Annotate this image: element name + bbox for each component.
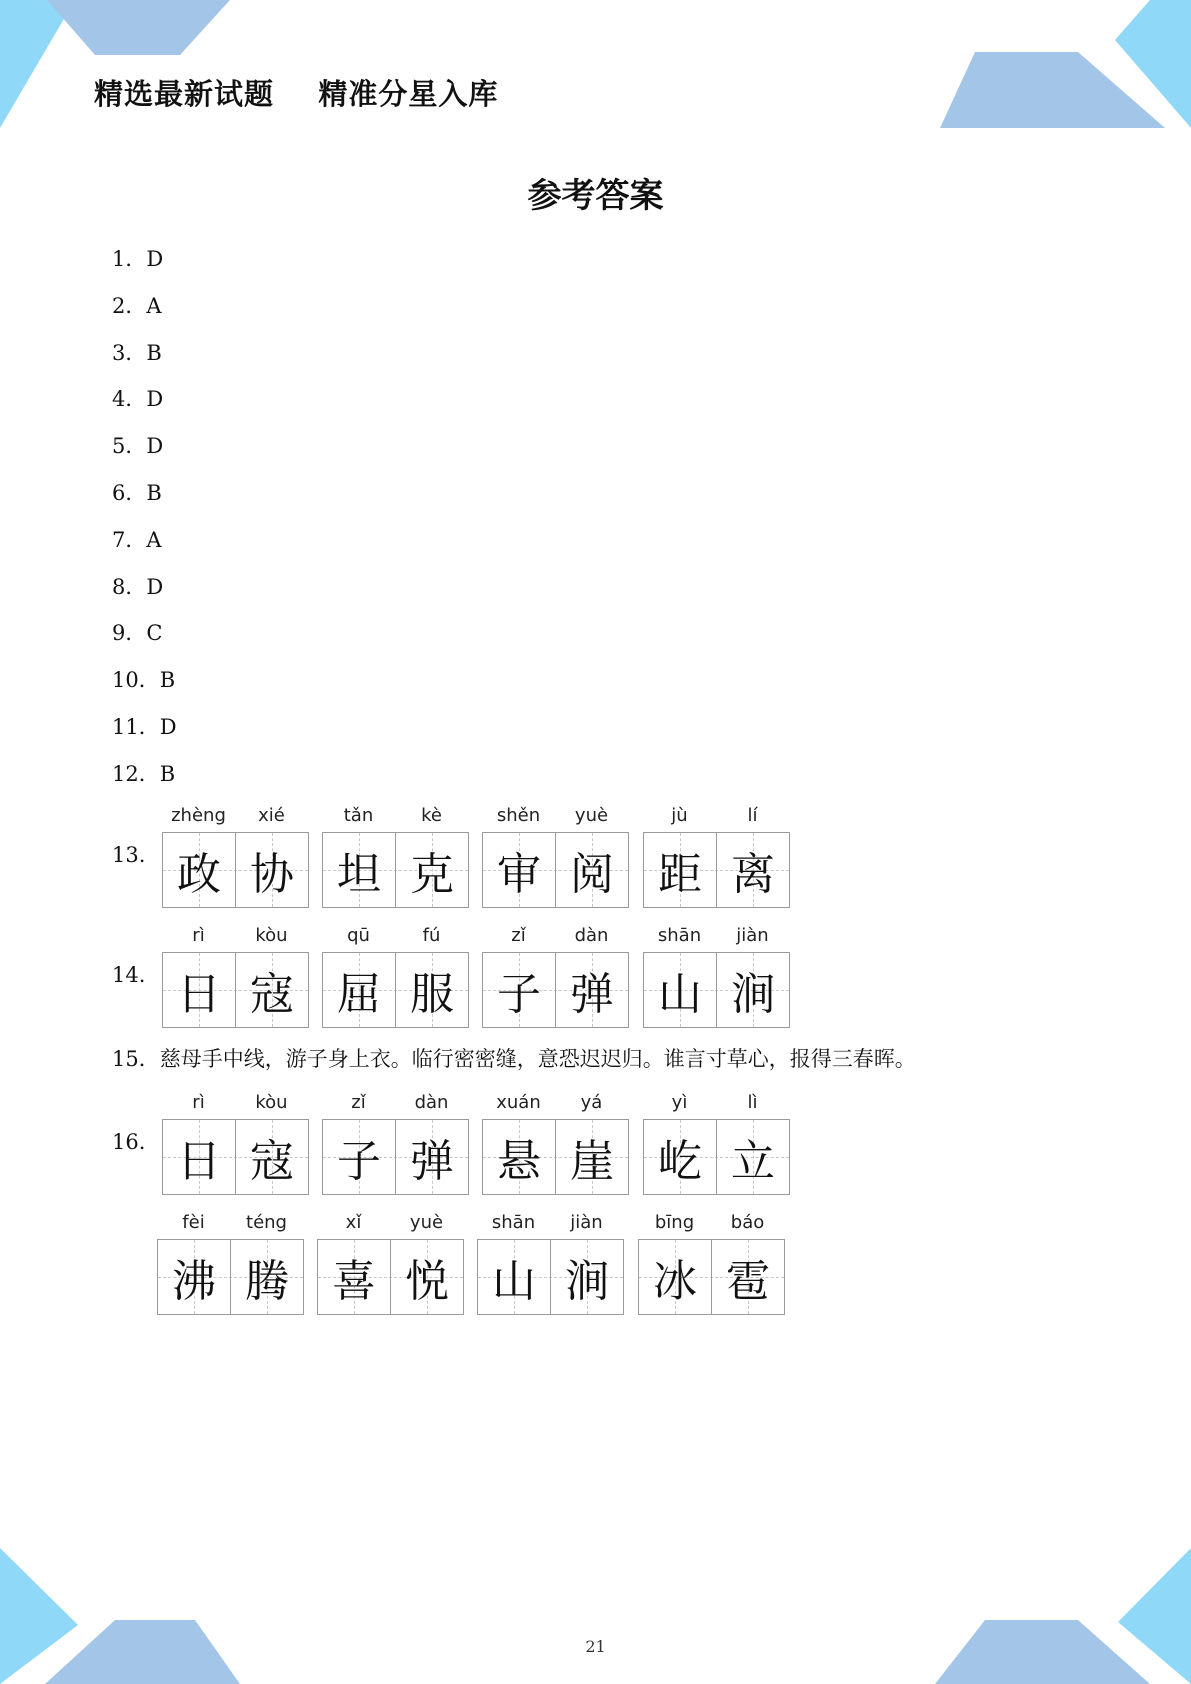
character-cell: 沸 bbox=[172, 1256, 216, 1307]
character-cell: 子 bbox=[497, 969, 541, 1020]
pinyin-word bbox=[322, 805, 469, 900]
pinyin-label: kè bbox=[421, 805, 442, 826]
answer-item bbox=[112, 617, 162, 647]
character-cell: 子 bbox=[337, 1136, 381, 1187]
character-cell: 山 bbox=[658, 969, 702, 1020]
character-cell: 屈 bbox=[337, 969, 381, 1020]
page-title: 参考答案 bbox=[527, 176, 664, 216]
answer-choice: D bbox=[146, 575, 164, 599]
pinyin-label: zǐ bbox=[511, 925, 526, 946]
pinyin-label: dàn bbox=[414, 1092, 449, 1113]
pinyin-label: kòu bbox=[255, 1092, 288, 1113]
answer-item bbox=[112, 290, 162, 320]
character-cell: 喜 bbox=[332, 1256, 376, 1307]
question-number: 16. bbox=[112, 1130, 146, 1154]
character-cell: 服 bbox=[410, 969, 454, 1020]
tianzige-grid bbox=[643, 832, 790, 908]
header-slogan: 精选最新试题 精准分星入库 bbox=[94, 77, 499, 111]
pinyin-label: rì bbox=[192, 925, 205, 946]
tianzige-grid bbox=[643, 1119, 790, 1195]
character-cell: 崖 bbox=[570, 1136, 614, 1187]
pinyin-word bbox=[162, 805, 309, 900]
character-cell: 距 bbox=[658, 849, 702, 900]
pinyin-label: qū bbox=[347, 925, 370, 946]
pinyin-label: xuán bbox=[496, 1092, 541, 1113]
answer-choice: A bbox=[146, 528, 162, 552]
pinyin-label: yì bbox=[671, 1092, 688, 1113]
answer-choice: B bbox=[146, 341, 162, 365]
character-cell: 屹 bbox=[658, 1136, 702, 1187]
pinyin-label: yá bbox=[580, 1092, 603, 1113]
pinyin-label: xié bbox=[258, 805, 285, 826]
answer-choice: D bbox=[146, 387, 164, 411]
poem-answer: 15．慈母手中线，游子身上衣。临行密密缝，意恐迟迟归。谁言寸草心，报得三春晖。 bbox=[112, 1047, 916, 1071]
answer-number: 8． bbox=[112, 575, 147, 599]
pinyin-label: yuè bbox=[409, 1212, 444, 1233]
answer-item bbox=[112, 524, 162, 554]
pinyin-word bbox=[482, 925, 629, 1020]
answer-choice: D bbox=[146, 434, 164, 458]
answer-number: 4． bbox=[112, 387, 147, 411]
pinyin-label: rì bbox=[192, 1092, 205, 1113]
answer-number: 1． bbox=[112, 247, 147, 271]
top-left-trapezoid-shape bbox=[47, 0, 230, 55]
character-cell: 雹 bbox=[726, 1256, 770, 1307]
character-cell: 坦 bbox=[337, 849, 381, 900]
tianzige-grid bbox=[317, 1239, 464, 1315]
answer-number: 9． bbox=[112, 621, 147, 645]
top-left-triangle-shape bbox=[0, 0, 75, 128]
character-cell: 寇 bbox=[250, 969, 294, 1020]
answer-item bbox=[112, 383, 163, 413]
pinyin-label: dàn bbox=[574, 925, 609, 946]
answer-item bbox=[112, 243, 163, 273]
pinyin-word bbox=[482, 805, 629, 900]
answer-item bbox=[112, 664, 175, 694]
character-cell: 阅 bbox=[570, 849, 614, 900]
pinyin-word bbox=[482, 1092, 629, 1187]
pinyin-word bbox=[317, 1212, 464, 1307]
answer-choice: B bbox=[159, 762, 176, 786]
character-cell: 悦 bbox=[405, 1256, 449, 1307]
character-cell: 克 bbox=[410, 849, 454, 900]
answer-number: 3． bbox=[112, 341, 147, 365]
pinyin-label: bīng bbox=[654, 1212, 695, 1233]
pinyin-label: fèi bbox=[182, 1212, 205, 1233]
answer-number: 7． bbox=[112, 528, 147, 552]
pinyin-label: téng bbox=[246, 1212, 287, 1233]
pinyin-label: jiàn bbox=[570, 1212, 603, 1233]
answer-number: 11． bbox=[112, 715, 160, 739]
character-cell: 悬 bbox=[497, 1136, 541, 1187]
answer-item bbox=[112, 711, 177, 741]
answer-number: 6． bbox=[112, 481, 147, 505]
bottom-right-triangle-shape bbox=[1118, 1548, 1191, 1684]
question-number: 13. bbox=[112, 843, 146, 867]
pinyin-label: zhèng bbox=[171, 805, 226, 826]
character-cell: 弹 bbox=[570, 969, 614, 1020]
answer-choice: B bbox=[146, 481, 162, 505]
answer-number: 2． bbox=[112, 294, 147, 318]
answer-choice: A bbox=[146, 294, 162, 318]
tianzige-grid bbox=[162, 832, 309, 908]
pinyin-word bbox=[157, 1212, 304, 1307]
bottom-left-triangle-shape bbox=[0, 1548, 78, 1684]
tianzige-grid bbox=[157, 1239, 304, 1315]
pinyin-label: zǐ bbox=[351, 1092, 366, 1113]
answer-number: 10． bbox=[112, 668, 160, 692]
pinyin-label: báo bbox=[730, 1212, 765, 1233]
answer-item bbox=[112, 337, 162, 367]
answer-item bbox=[112, 571, 163, 601]
pinyin-word bbox=[162, 1092, 309, 1187]
character-cell: 山 bbox=[492, 1256, 536, 1307]
pinyin-label: lì bbox=[747, 1092, 758, 1113]
tianzige-grid bbox=[482, 832, 629, 908]
tianzige-grid bbox=[477, 1239, 624, 1315]
answer-number: 5． bbox=[112, 434, 147, 458]
character-cell: 腾 bbox=[245, 1256, 289, 1307]
pinyin-label: lí bbox=[747, 805, 758, 826]
pinyin-label: shān bbox=[491, 1212, 536, 1233]
tianzige-grid bbox=[162, 952, 309, 1028]
answer-choice: B bbox=[159, 668, 176, 692]
answer-item bbox=[112, 758, 175, 788]
answer-number: 12． bbox=[112, 762, 160, 786]
pinyin-word bbox=[643, 805, 790, 900]
top-right-trapezoid-shape bbox=[940, 52, 1165, 128]
pinyin-label: shěn bbox=[496, 805, 541, 826]
character-cell: 日 bbox=[177, 1136, 221, 1187]
pinyin-label: jiàn bbox=[736, 925, 769, 946]
question-number: 14. bbox=[112, 963, 146, 987]
pinyin-label: kòu bbox=[255, 925, 288, 946]
answer-choice: D bbox=[159, 715, 177, 739]
answer-choice: C bbox=[146, 621, 163, 645]
tianzige-grid bbox=[482, 952, 629, 1028]
tianzige-grid bbox=[638, 1239, 785, 1315]
tianzige-grid bbox=[643, 952, 790, 1028]
answer-choice: D bbox=[146, 247, 164, 271]
character-cell: 冰 bbox=[653, 1256, 697, 1307]
character-cell: 寇 bbox=[250, 1136, 294, 1187]
answer-item bbox=[112, 477, 162, 507]
tianzige-grid bbox=[322, 952, 469, 1028]
character-cell: 涧 bbox=[731, 969, 775, 1020]
page-number: 21 bbox=[585, 1637, 606, 1656]
pinyin-word bbox=[322, 1092, 469, 1187]
pinyin-label: tǎn bbox=[343, 805, 374, 826]
pinyin-word bbox=[643, 1092, 790, 1187]
character-cell: 离 bbox=[731, 849, 775, 900]
pinyin-word bbox=[643, 925, 790, 1020]
pinyin-label: shān bbox=[657, 925, 702, 946]
pinyin-label: jù bbox=[671, 805, 688, 826]
character-cell: 审 bbox=[497, 849, 541, 900]
pinyin-label: xǐ bbox=[345, 1212, 362, 1233]
answer-item bbox=[112, 430, 163, 460]
character-cell: 立 bbox=[731, 1136, 775, 1187]
pinyin-word bbox=[477, 1212, 624, 1307]
pinyin-label: yuè bbox=[574, 805, 609, 826]
character-cell: 政 bbox=[177, 849, 221, 900]
character-cell: 弹 bbox=[410, 1136, 454, 1187]
character-cell: 日 bbox=[177, 969, 221, 1020]
character-cell: 涧 bbox=[565, 1256, 609, 1307]
pinyin-word bbox=[638, 1212, 785, 1307]
pinyin-label: fú bbox=[422, 925, 441, 946]
pinyin-word bbox=[162, 925, 309, 1020]
tianzige-grid bbox=[322, 832, 469, 908]
pinyin-word bbox=[322, 925, 469, 1020]
tianzige-grid bbox=[482, 1119, 629, 1195]
tianzige-grid bbox=[322, 1119, 469, 1195]
tianzige-grid bbox=[162, 1119, 309, 1195]
character-cell: 协 bbox=[250, 849, 294, 900]
